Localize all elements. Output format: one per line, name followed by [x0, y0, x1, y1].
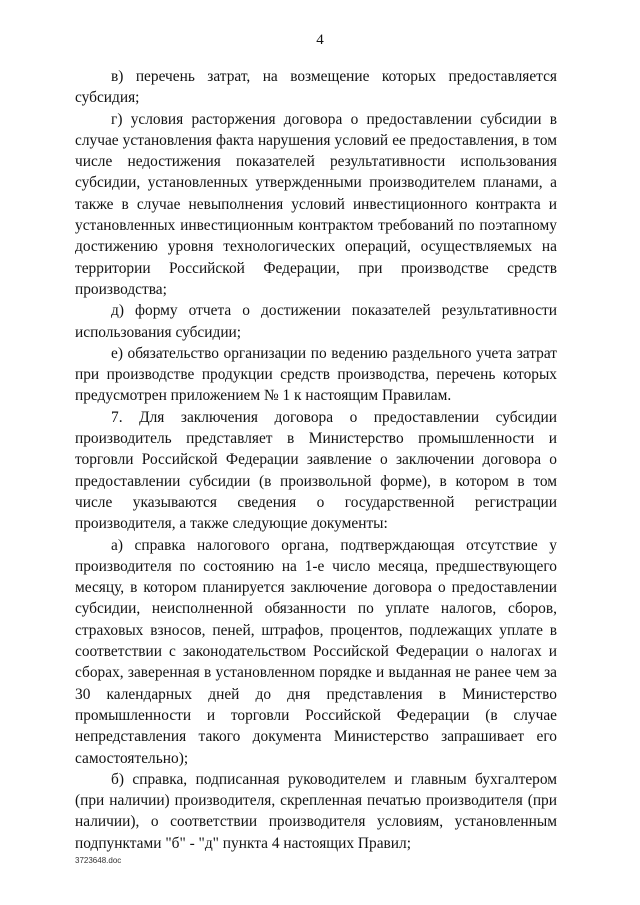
paragraph-b: б) справка, подписанная руководителем и главным бухгалтером (при наличии) производителя, скрепленная печатью производителя (при наличии), о соответствии производителя условиям, установленным подпунктами "б" - "д" пункта 4 настоящих Правил;: [75, 770, 557, 852]
document-body: [75, 66, 557, 854]
paragraph-g: г) условия расторжения договора о предоставлении субсидии в случае установления факта нарушения условий ее предоставления, в том числе недостижения показателей результативности использования субсидии, установленных утвержденными производителем планами, а также в случае невыполнения условий инвестиционного контракта и установленных инвестиционным контрактом требований по поэтапному достижению уровня технологических операций, осуществляемых на территории Российской Федерации, при производстве средств производства;: [75, 110, 557, 298]
paragraph-a: а) справка налогового органа, подтверждающая отсутствие у производителя по состоянию на 1-е число месяца, предшествующего месяцу, в котором планируется заключение договора о предоставлении субсидии, неисполненной обязанности по уплате налогов, сборов, страховых взносов, пеней, штрафов, процентов, подлежащих уплате в соответствии с законодательством Российской Федерации о налогах и сборах, заверенная в установленном порядке и выданная не ранее чем за 30 календарных дней до дня представления в Министерство промышленности и торговли Российской Федерации (в случае непредставления такого документа Министерство запрашивает его самостоятельно);: [75, 536, 557, 767]
paragraph-v: в) перечень затрат, на возмещение которых предоставляется субсидия;: [75, 68, 557, 107]
page-number: 4: [316, 32, 324, 48]
document-file-code: 3723648.doc: [75, 856, 122, 865]
paragraph-e: е) обязательство организации по ведению раздельного учета затрат при производстве продукции средств производства, перечень которых предусмотрен приложением № 1 к настоящим Правилам.: [75, 344, 557, 405]
paragraph-d: д) форму отчета о достижении показателей результативности использования субсидии;: [75, 302, 557, 341]
paragraph-7: 7. Для заключения договора о предоставлении субсидии производитель представляет в Министерство промышленности и торговли Российской Федерации заявление о заключении договора о предоставлении субсидии (в произвольной форме), в котором в том числе указываются сведения о государственной регистрации производителя, а также следующие документы:: [75, 408, 557, 533]
